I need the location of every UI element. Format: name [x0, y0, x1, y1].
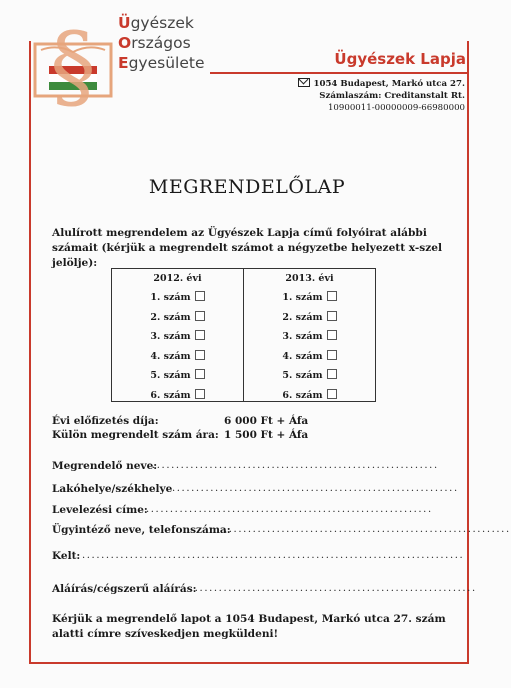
fees-block — [52, 414, 309, 442]
header-rule — [210, 72, 469, 74]
signature-label: Aláírás/cégszerű aláírás: — [52, 583, 197, 595]
column-header: 2013. évi — [285, 273, 334, 284]
orderer-name-label: Megrendelő neve: — [52, 460, 158, 472]
column-header: 2012. évi — [153, 273, 202, 284]
issue-row: 3. szám — [112, 327, 243, 347]
signature-field[interactable]: ............................................................ — [190, 583, 477, 594]
issue-checkbox[interactable] — [327, 350, 337, 360]
intro-text: Alulírott megrendelem az Ügyészek Lapja című folyóirat alábbi számait (kérjük a megrendelt számot a négyzetbe helyezett x-szel jelölje): — [52, 227, 443, 269]
issue-row: 2. szám — [244, 308, 375, 328]
year-column-2013 — [244, 273, 375, 405]
address-text: 1054 Budapest, Markó utca 27. — [313, 79, 465, 89]
closing-instruction: Kérjük a megrendelő lapot a 1054 Budapest, Markó utca 27. szám alatti címre szíveskedjen megküldeni! — [52, 613, 446, 640]
postal-address-label: Levelezési címe: — [52, 504, 148, 516]
issue-checkbox[interactable] — [327, 330, 337, 340]
organization-name: Ügyészek Országos Egyesülete — [118, 14, 205, 72]
issue-row: 1. szám — [112, 288, 243, 308]
issue-checkbox[interactable] — [327, 291, 337, 301]
issue-checkbox[interactable] — [195, 330, 205, 340]
issue-selection-table — [111, 268, 376, 402]
issue-checkbox[interactable] — [327, 311, 337, 321]
contact-person-field[interactable]: ............................................................ — [224, 524, 511, 535]
issue-row: 1. szám — [244, 288, 375, 308]
issue-checkbox[interactable] — [195, 369, 205, 379]
organization-logo — [33, 13, 113, 120]
issue-row: 4. szám — [112, 347, 243, 367]
issue-row: 6. szám — [244, 386, 375, 406]
contact-person-label: Ügyintéző neve, telefonszáma: — [52, 524, 231, 536]
issue-row: 5. szám — [244, 366, 375, 386]
annual-fee-value: 6 000 Ft + Áfa — [224, 415, 309, 427]
magazine-title: Ügyészek Lapja — [334, 50, 466, 68]
account-label: Számlaszám: Creditanstalt Rt. — [319, 91, 465, 101]
issue-checkbox[interactable] — [327, 389, 337, 399]
issue-checkbox[interactable] — [327, 369, 337, 379]
issue-row: 6. szám — [112, 386, 243, 406]
residence-label: Lakóhelye/székhelye — [52, 483, 173, 495]
contact-block — [298, 78, 465, 114]
annual-fee-label: Évi előfizetés díja: — [52, 415, 159, 427]
issue-row: 3. szám — [244, 327, 375, 347]
account-number: 10900011-00000009-66980000 — [327, 103, 465, 113]
issue-row: 5. szám — [112, 366, 243, 386]
mail-icon — [298, 78, 310, 87]
issue-checkbox[interactable] — [195, 350, 205, 360]
single-issue-value: 1 500 Ft + Áfa — [224, 429, 309, 441]
issue-checkbox[interactable] — [195, 291, 205, 301]
issue-checkbox[interactable] — [195, 311, 205, 321]
postal-address-field[interactable]: ............................................................ — [146, 504, 433, 515]
issue-row: 2. szám — [112, 308, 243, 328]
paragraph-symbol-icon: § — [50, 13, 96, 120]
issue-row: 4. szám — [244, 347, 375, 367]
year-column-2012 — [112, 273, 243, 405]
single-issue-label: Külön megrendelt szám ára: — [52, 429, 219, 441]
form-title: MEGRENDELŐLAP — [148, 176, 346, 198]
issue-checkbox[interactable] — [195, 389, 205, 399]
date-field[interactable]: ................................................................................ — [82, 550, 465, 561]
date-label: Kelt: — [52, 550, 81, 562]
orderer-name-field[interactable]: ............................................................ — [152, 460, 439, 471]
residence-field[interactable]: ............................................................ — [172, 483, 459, 494]
